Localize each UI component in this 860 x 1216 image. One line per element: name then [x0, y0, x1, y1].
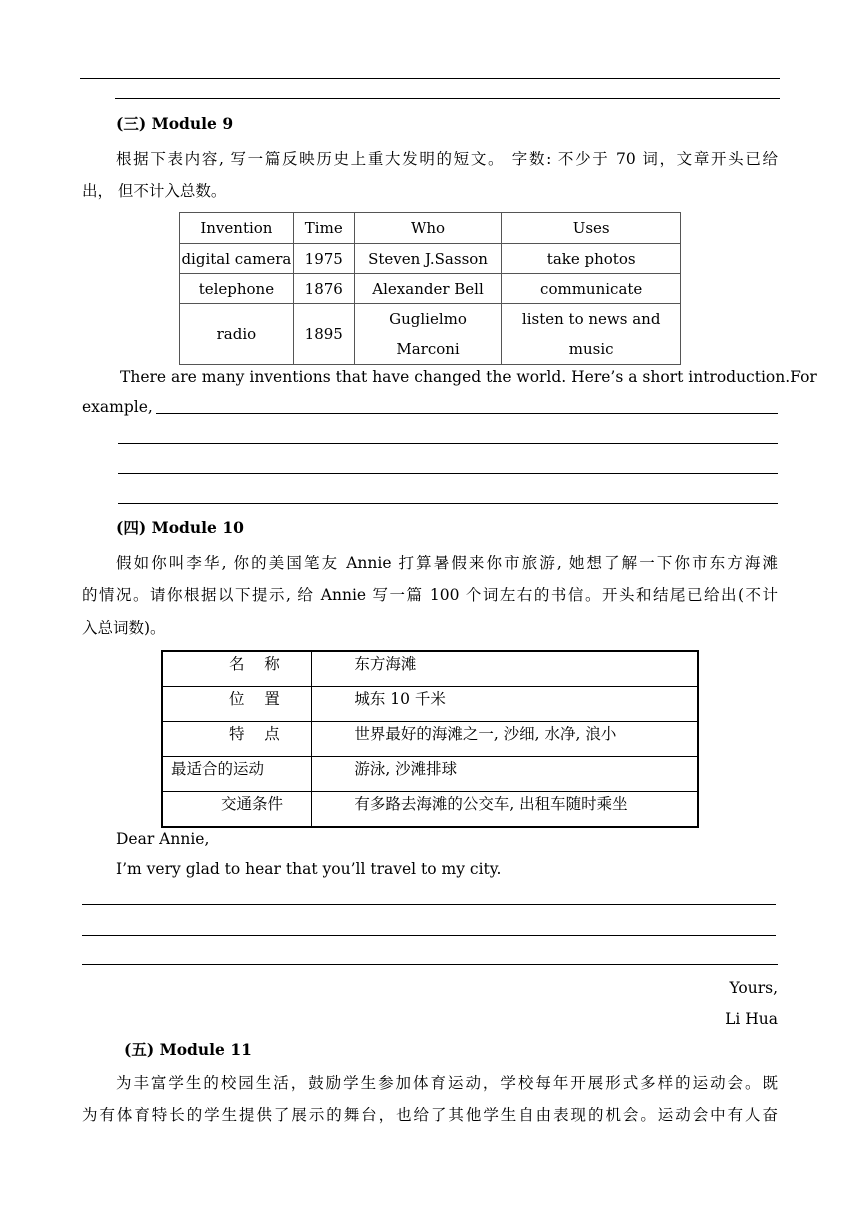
letter-opening: I’m very glad to hear that you’ll travel to my city. — [116, 860, 502, 878]
table-value: 游泳, 沙滩排球 — [312, 757, 698, 792]
table-value: 有多路去海滩的公交车, 出租车随时乘坐 — [312, 792, 698, 828]
essay-starter: example, — [82, 398, 153, 416]
section-heading: (五) Module 11 — [124, 1040, 252, 1059]
body-text: 为丰富学生的校园生活，鼓励学生参加体育运动，学校每年开展形式多样的运动会。既 — [116, 1074, 778, 1092]
table-cell: radio — [180, 304, 294, 365]
cell-line: Marconi — [396, 340, 460, 358]
answer-line[interactable] — [82, 935, 776, 936]
table-label: 最适合的运动 — [162, 757, 312, 792]
instruction-text: 假如你叫李华, 你的美国笔友 Annie 打算暑假来你市旅游, 她想了解一下你市东方海滩 — [116, 554, 778, 572]
section-heading: (三) Module 9 — [116, 114, 234, 133]
beach-info-table — [161, 650, 699, 828]
body-text: 为有体育特长的学生提供了展示的舞台，也给了其他学生自由表现的机会。运动会中有人奋 — [82, 1106, 778, 1124]
answer-line[interactable] — [156, 413, 778, 414]
answer-line[interactable] — [118, 473, 778, 474]
table-cell — [502, 304, 681, 365]
answer-line[interactable] — [82, 964, 778, 965]
answer-line[interactable] — [118, 443, 778, 444]
table-cell: take photos — [502, 244, 681, 274]
table-cell: communicate — [502, 274, 681, 304]
table-header: Who — [354, 213, 502, 244]
instruction-text: 出， 但不计入总数。 — [82, 182, 227, 200]
table-label: 特 点 — [162, 722, 312, 757]
letter-signature: Li Hua — [725, 1010, 778, 1028]
table-header: Time — [293, 213, 354, 244]
table-header: Invention — [180, 213, 294, 244]
instruction-text: 的情况。请你根据以下提示, 给 Annie 写一篇 100 个词左右的书信。开头和结尾已给出(不计 — [82, 586, 778, 604]
letter-greeting: Dear Annie, — [116, 830, 210, 848]
cell-line: music — [568, 340, 614, 358]
table-label: 名 称 — [162, 651, 312, 687]
table-value: 城东 10 千米 — [312, 687, 698, 722]
instruction-text: 入总词数)。 — [82, 619, 166, 637]
essay-starter: There are many inventions that have changed the world. Here’s a short introduction.For — [120, 368, 817, 386]
table-cell: 1895 — [293, 304, 354, 365]
table-cell: telephone — [180, 274, 294, 304]
table-cell: digital camera — [180, 244, 294, 274]
answer-line[interactable] — [118, 503, 778, 504]
table-cell: Steven J.Sasson — [354, 244, 502, 274]
table-cell: 1876 — [293, 274, 354, 304]
answer-line[interactable] — [80, 78, 780, 79]
letter-closing: Yours, — [729, 979, 778, 997]
inventions-table — [179, 212, 681, 365]
section-heading: (四) Module 10 — [116, 518, 244, 537]
cell-line: Guglielmo — [389, 310, 467, 328]
table-cell: 1975 — [293, 244, 354, 274]
table-label: 位 置 — [162, 687, 312, 722]
table-value: 东方海滩 — [312, 651, 698, 687]
table-value: 世界最好的海滩之一, 沙细, 水净, 浪小 — [312, 722, 698, 757]
table-header: Uses — [502, 213, 681, 244]
table-cell: Alexander Bell — [354, 274, 502, 304]
table-label: 交通条件 — [162, 792, 312, 828]
cell-line: listen to news and — [521, 310, 661, 328]
answer-line[interactable] — [82, 904, 776, 905]
answer-line[interactable] — [115, 98, 780, 99]
table-cell — [354, 304, 502, 365]
instruction-text: 根据下表内容, 写一篇反映历史上重大发明的短文。 字数: 不少于 70 词，文章开头已给 — [116, 150, 778, 168]
